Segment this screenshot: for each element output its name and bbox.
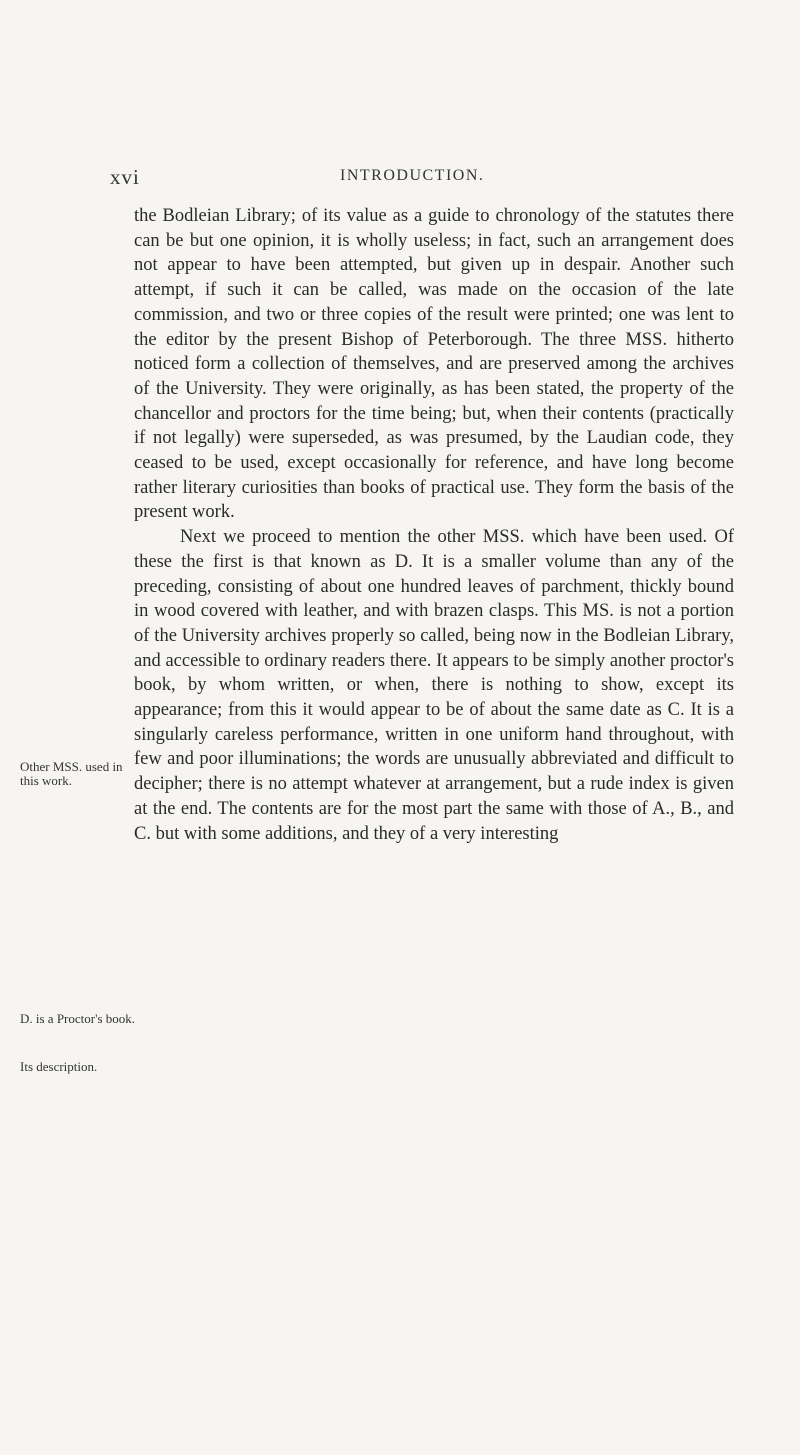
side-note-description: Its description. — [20, 1059, 98, 1074]
paragraph-2: Next we proceed to mention the other MSS. which have been used. Of these the first is that known as D. It is a smaller volume than any of the preceding, consisting of about one hundred leaves of parchment, thickly bound in wood covered with leather, and with brazen clasps. This MS. is not a portion of the University archives properly so called, being now in the Bodleian Library, and accessible to ordinary readers there. It appears to be simply another proctor's book, by whom written, or when, there is nothing to show, except its appearance; from this it would appear to be of about the same date as C. It is a singularly careless performance, written in one uniform hand throughout, with few and poor illuminations; the words are unusually abbreviated and difficult to decipher; there is no attempt whatever at arrangement, but a rude index is given at the end. The contents are for the most part the same with those of A., B., and C. but with some additions, and they of a very interesting — [134, 527, 734, 844]
page-header — [0, 165, 800, 195]
page-number: xvi — [110, 165, 140, 189]
paragraph-1: the Bodleian Library; of its value as a guide to chronology of the statutes there can be but one opinion, it is wholly useless; in fact, such an arrangement does not appear to have been attempted, but given up in despair. Another such attempt, if such it can be called, was made on the occasion of the late commission, and two or three copies of the result were printed; one was lent to the editor by the present Bishop of Peterborough. The three MSS. hitherto noticed form a collection of themselves, and are preserved among the archives of the University. They were originally, as has been stated, the property of the chancellor and proctors for the time being; but, when their contents (practically if not legally) were superseded, as was presumed, by the Laudian code, they ceased to be used, except occasionally for reference, and have long become rather literary curiosities than books of practical use. They form the basis of the present work. — [134, 206, 734, 523]
running-head: INTRODUCTION. — [340, 167, 485, 184]
side-note-other-mss: Other MSS. used in this work. — [20, 759, 123, 788]
side-note-proctors-book: D. is a Proctor's book. — [20, 1011, 136, 1026]
body-text — [134, 204, 734, 846]
